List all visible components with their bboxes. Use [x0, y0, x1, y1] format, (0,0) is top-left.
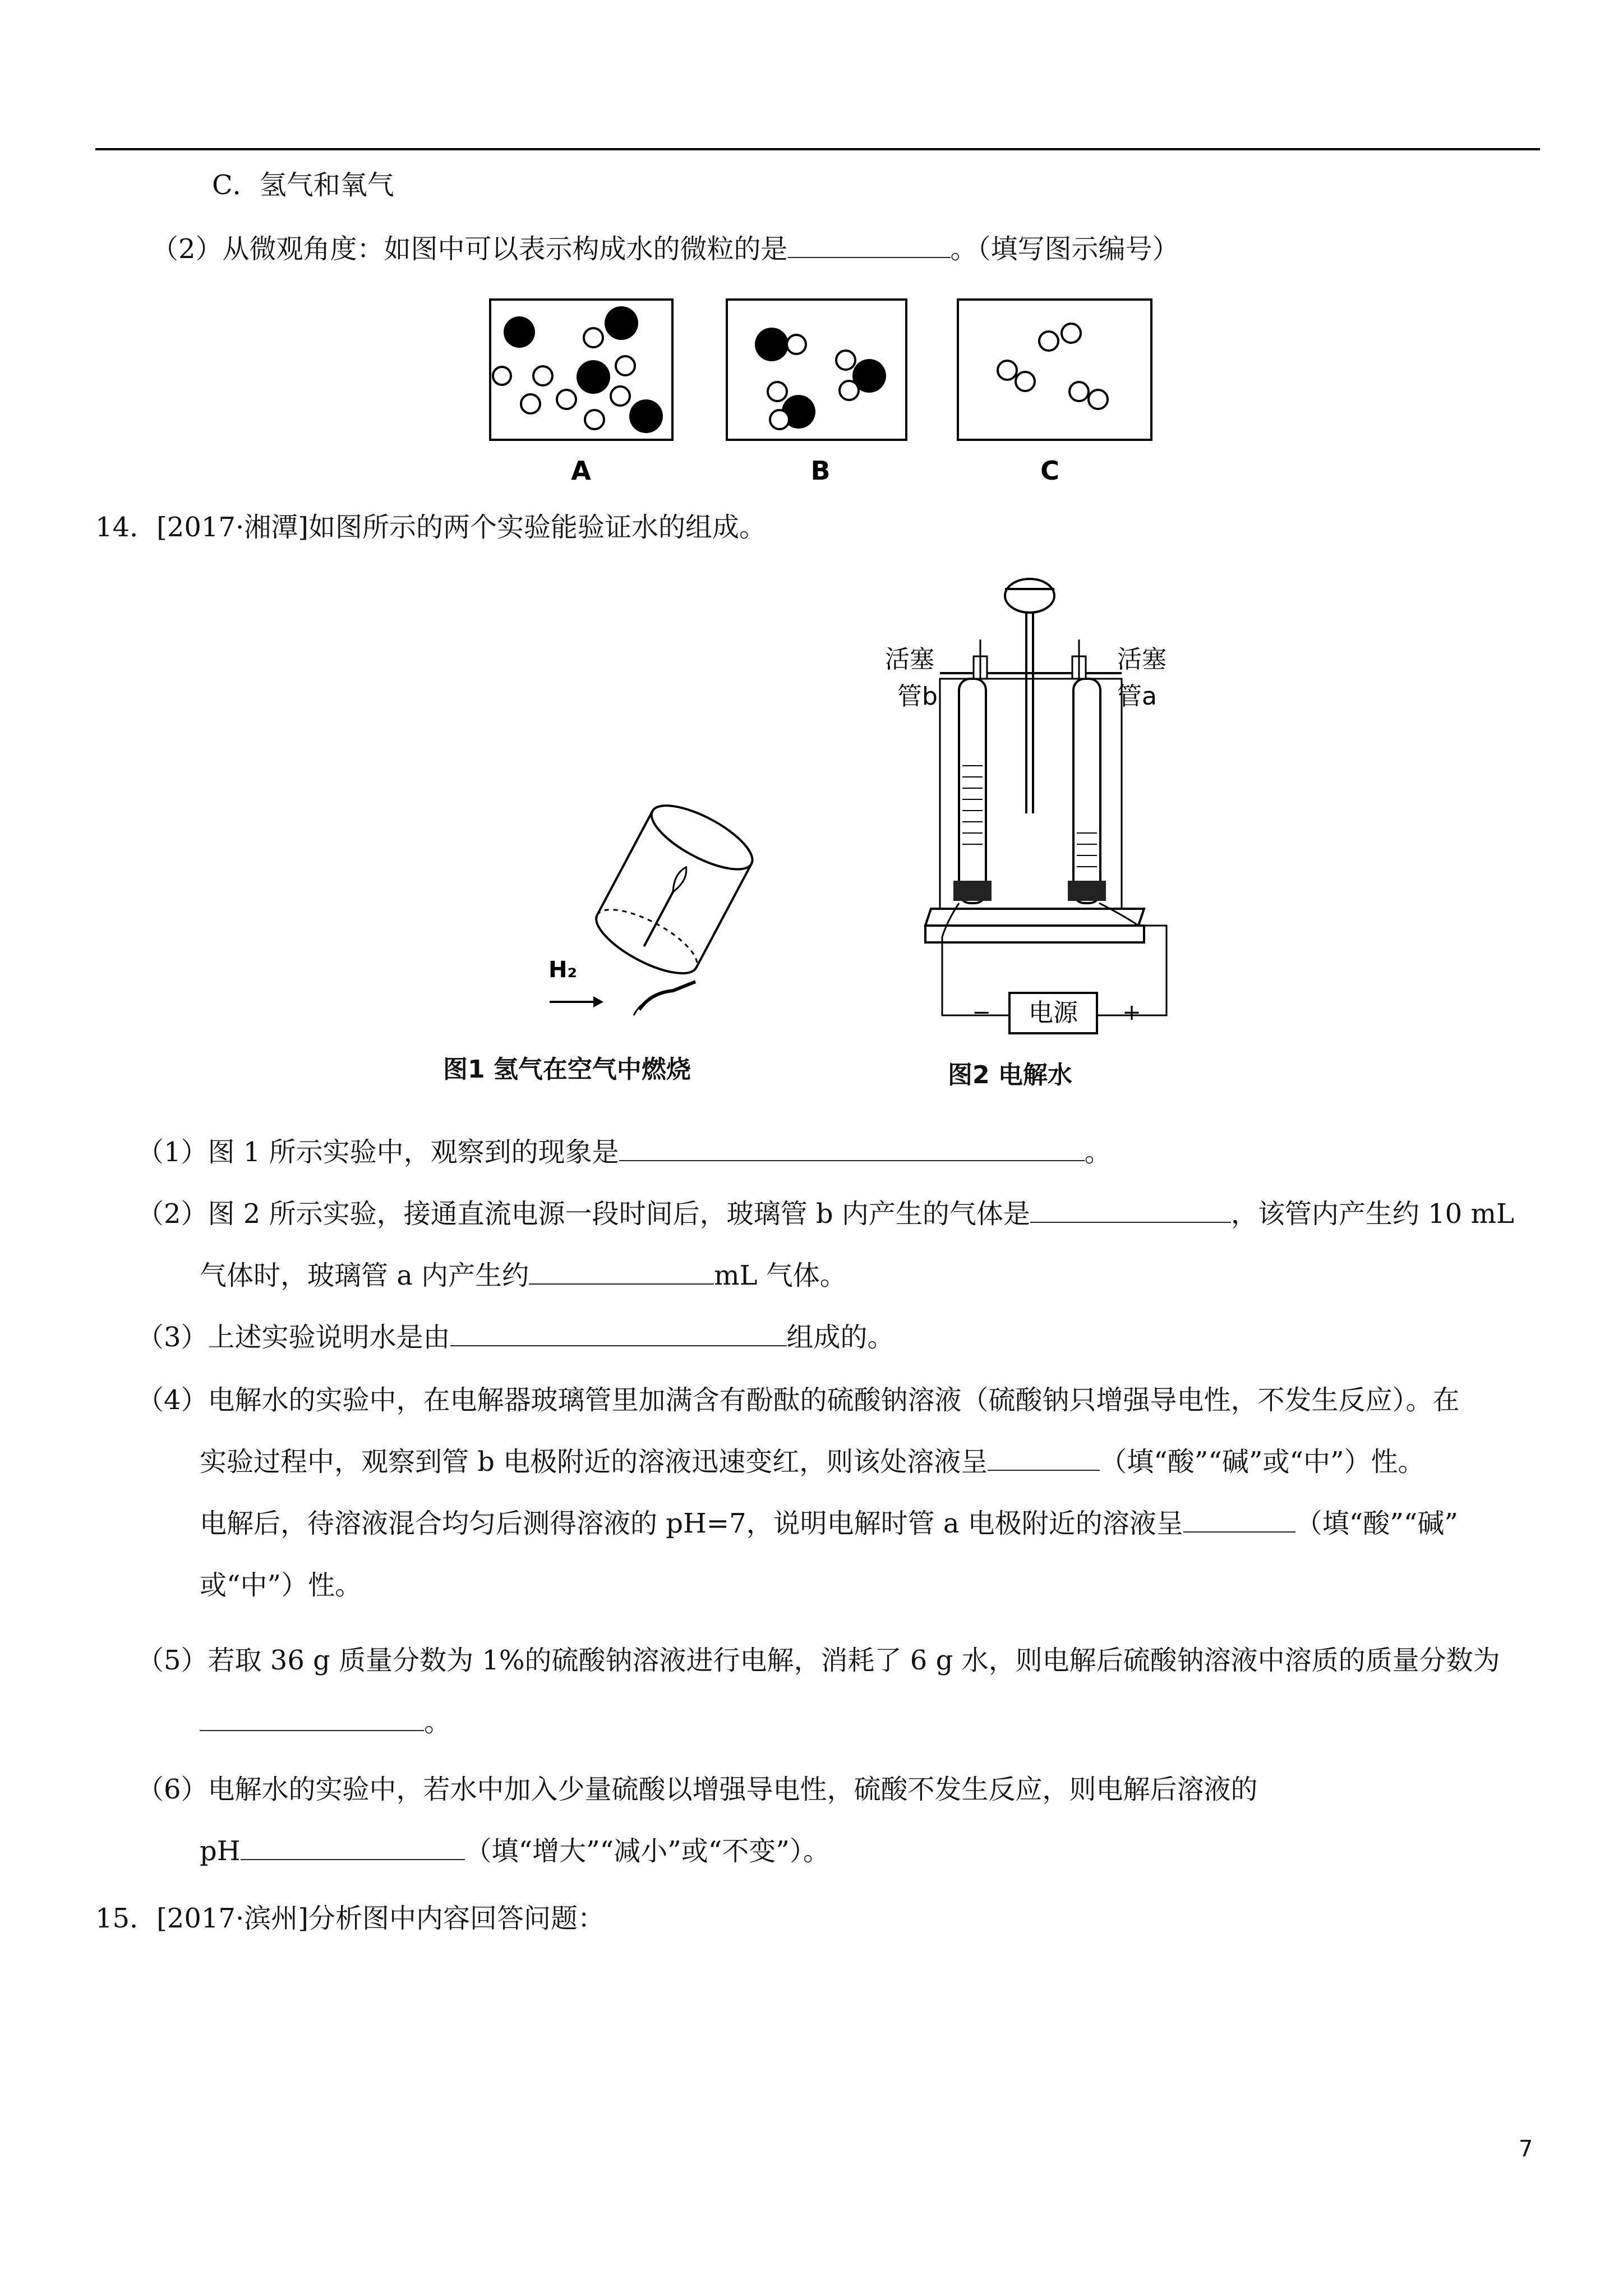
answer-blank[interactable]: [1030, 1197, 1231, 1223]
q14-part4-line3-prefix: 电解后，待溶液混合均匀后测得溶液的 pH=7，说明电解时管 a 电极附近的溶液呈: [200, 1508, 1183, 1539]
minus-terminal: −: [972, 1000, 991, 1025]
particle-box-b: [727, 300, 906, 440]
q14-part2-line2: [200, 1259, 847, 1292]
answer-blank[interactable]: [200, 1705, 424, 1731]
q14-stem: 14．[2017·湘潭]如图所示的两个实验能验证水的组成。: [95, 512, 766, 543]
q14-part4-line3-suffix: （填“酸”“碱”: [1295, 1508, 1458, 1539]
answer-blank[interactable]: [241, 1834, 465, 1860]
figure-1-caption: 图1 氢气在空气中燃烧: [443, 1055, 691, 1084]
q14-part4-line2-suffix: （填“酸”“碱”或“中”）性。: [1100, 1446, 1425, 1478]
h2-label: H₂: [548, 957, 577, 983]
answer-blank[interactable]: [988, 1445, 1100, 1471]
power-label: 电源: [1029, 999, 1078, 1027]
q14-part4-line2: [200, 1445, 1425, 1479]
q15-stem: 15．[2017·滨州]分析图中内容回答问题：: [95, 1903, 605, 1934]
q14-part3-prefix: （3）上述实验说明水是由: [137, 1322, 450, 1353]
header-rule: [95, 148, 1540, 150]
option-c: C．氢气和氧气: [212, 169, 394, 201]
particle-box-a: [490, 300, 672, 440]
tube-b-label: 管b: [897, 682, 938, 711]
q14-part5-line1: （5）若取 36 g 质量分数为 1%的硫酸钠溶液进行电解，消耗了 6 g 水，则电解后硫酸钠溶液中溶质的质量分数为: [137, 1645, 1500, 1676]
q14-part6-line2: [200, 1834, 830, 1868]
q14-part2-prefix: （2）图 2 所示实验，接通直流电源一段时间后，玻璃管 b 内产生的气体是: [137, 1198, 1030, 1230]
particle-figures: [482, 297, 1178, 499]
q14-part6-prefix: pH: [200, 1835, 241, 1867]
q14-part5-suffix: 。: [424, 1706, 451, 1738]
q14-part6-line1: （6）电解水的实验中，若水中加入少量硫酸以增强导电性，硫酸不发生反应，则电解后溶液的: [137, 1774, 1258, 1805]
q13-part2-prefix: （2）从微观角度：如图中可以表示构成水的微粒的是: [151, 233, 788, 265]
particle-label-c: C: [1040, 455, 1059, 486]
particle-box-c: [958, 300, 1151, 440]
inverted-beaker: [588, 793, 761, 986]
q14-part1-suffix: 。: [1084, 1137, 1112, 1168]
figure-1-hydrogen-burning: [538, 780, 802, 1071]
q13-part2-suffix: 。（填写图示编号）: [950, 233, 1179, 265]
q14-part4-line2-prefix: 实验过程中，观察到管 b 电极附近的溶液迅速变红，则该处溶液呈: [200, 1446, 988, 1478]
q14-part4-line3: [200, 1507, 1458, 1540]
plus-terminal: +: [1122, 1000, 1141, 1025]
figure-2-electrolysis: [875, 567, 1200, 1027]
q14-part2-suffix: ，该管内产生约 10 mL: [1230, 1198, 1514, 1230]
answer-blank[interactable]: [1183, 1507, 1295, 1533]
tube-a-label: 管a: [1117, 682, 1157, 711]
q14-part4-line1: （4）电解水的实验中，在电解器玻璃管里加满含有酚酞的硫酸钠溶液（硫酸钠只增强导电性，不发生反应）。在: [137, 1384, 1460, 1416]
q13-part2: [151, 232, 1179, 266]
answer-blank[interactable]: [788, 232, 951, 258]
q14-part6-suffix: （填“增大”“减小”或“不变”）。: [464, 1835, 830, 1867]
q14-part2-line1: [137, 1197, 1514, 1231]
q14-part2-line2-prefix: 气体时，玻璃管 a 内产生约: [200, 1260, 529, 1291]
stopcock-right-label: 活塞: [1117, 645, 1166, 674]
answer-blank[interactable]: [450, 1320, 787, 1346]
particle-label-a: A: [571, 455, 591, 486]
q14-part5-line2: [200, 1705, 451, 1739]
q14-part1-prefix: （1）图 1 所示实验中，观察到的现象是: [137, 1137, 619, 1168]
q14-part4-line4: 或“中”）性。: [200, 1570, 362, 1601]
answer-blank[interactable]: [529, 1259, 714, 1285]
q14-part3-suffix: 组成的。: [786, 1322, 895, 1353]
page-number: 7: [1519, 2136, 1533, 2162]
q14-part3: [137, 1320, 895, 1354]
figure-2-caption: 图2 电解水: [948, 1061, 1072, 1089]
q14-part2-line2-suffix: mL 气体。: [714, 1260, 847, 1291]
answer-blank[interactable]: [619, 1135, 1085, 1161]
particle-label-b: B: [810, 455, 831, 486]
stopcock-left-label: 活塞: [885, 645, 934, 674]
q14-part1: [137, 1135, 1112, 1169]
